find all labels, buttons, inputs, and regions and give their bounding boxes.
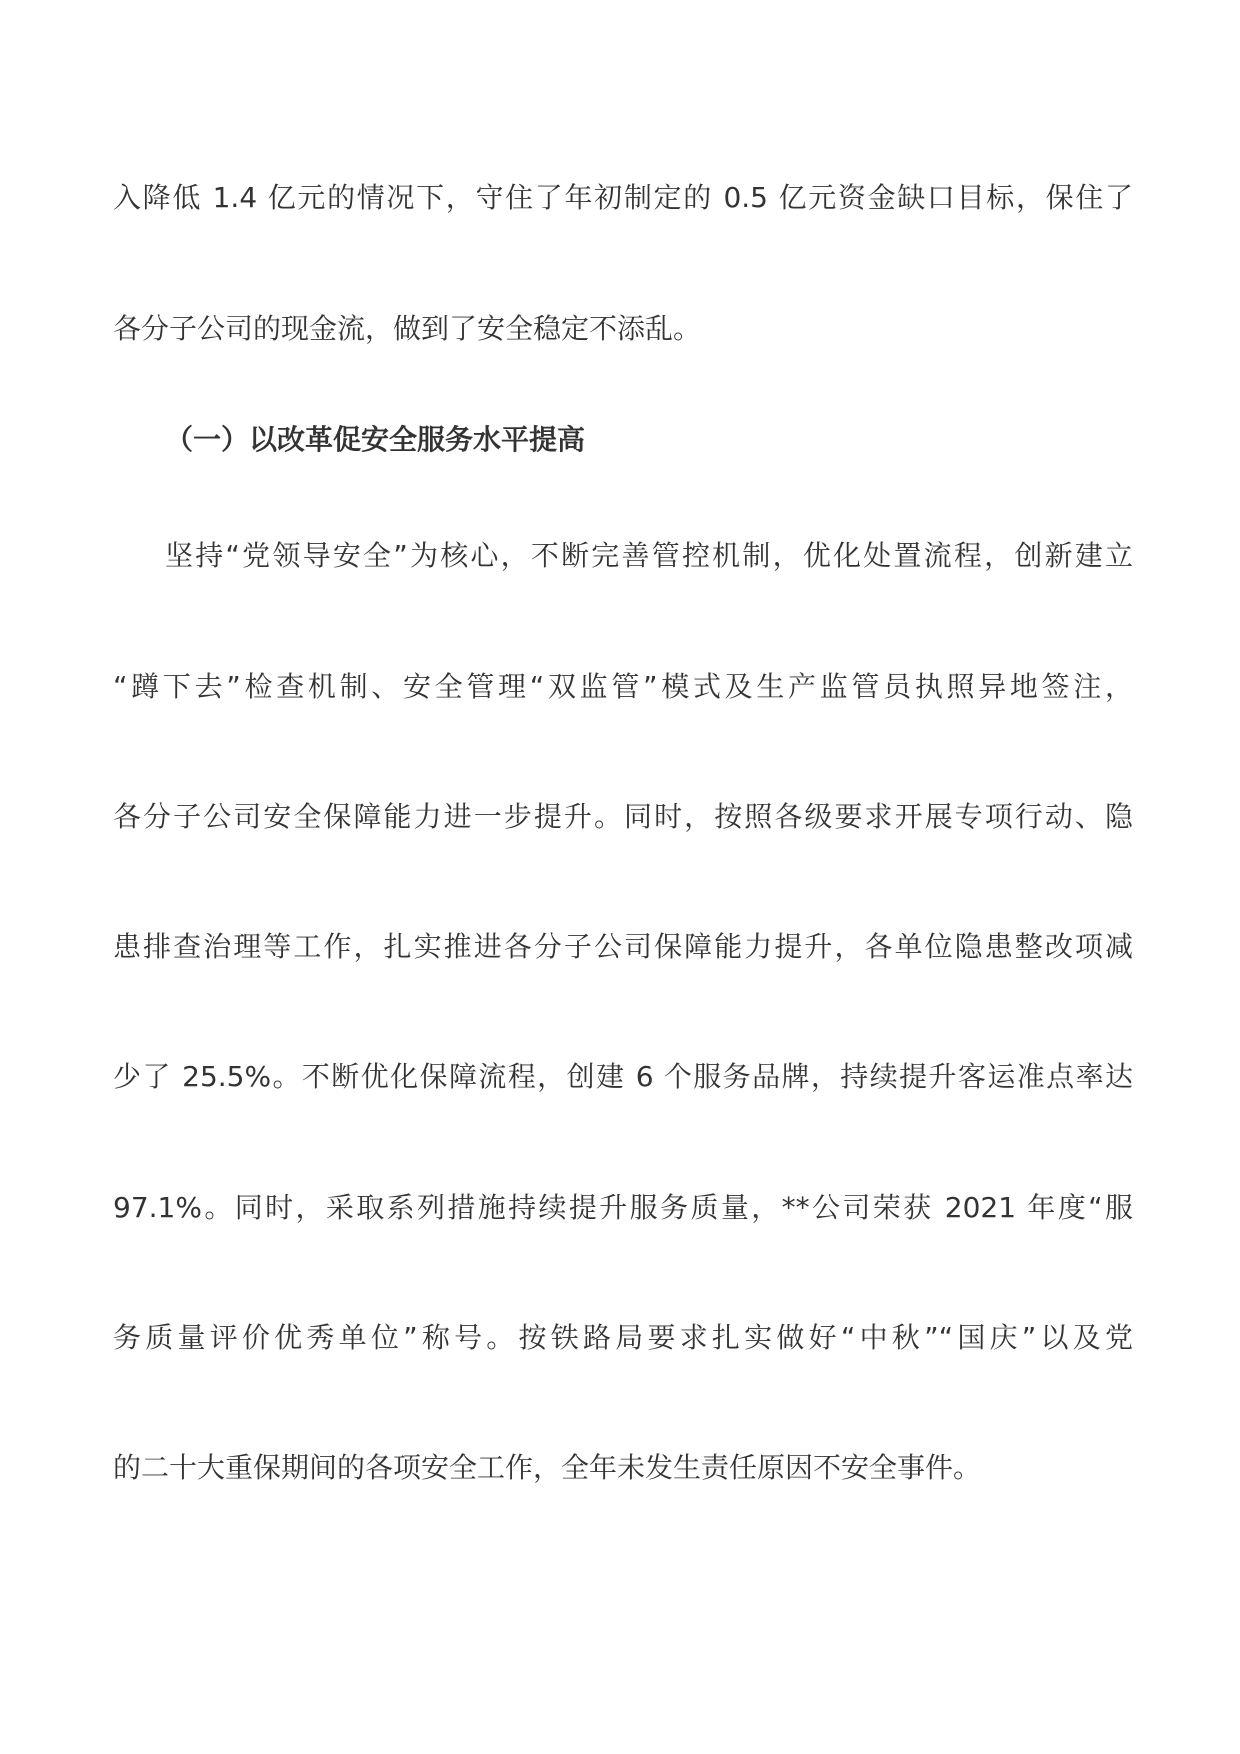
paragraph-line: 的二十大重保期间的各项安全工作，全年未发生责任原因不安全事件。 <box>113 1451 982 1484</box>
paragraph-line: 少了 25.5%。不断优化保障流程，创建 6 个服务品牌，持续提升客运准点率达 <box>113 1060 1133 1093</box>
paragraph-line: 入降低 1.4 亿元的情况下，守住了年初制定的 0.5 亿元资金缺口目标，保住了 <box>113 181 1133 214</box>
paragraph-line: “蹲下去”检查机制、安全管理“双监管”模式及生产监管员执照异地签注， <box>113 670 1133 703</box>
paragraph-line: 坚持“党领导安全”为核心，不断完善管控机制，优化处置流程，创新建立 <box>165 539 1133 572</box>
paragraph-line: 务质量评价优秀单位”称号。按铁路局要求扎实做好“中秋”“国庆”以及党 <box>113 1321 1133 1354</box>
section-heading: （一）以改革促安全服务水平提高 <box>165 423 586 456</box>
paragraph-line: 97.1%。同时，采取系列措施持续提升服务质量，**公司荣获 2021 年度“服 <box>113 1191 1133 1224</box>
paragraph-line: 患排查治理等工作，扎实推进各分子公司保障能力提升，各单位隐患整改项减 <box>113 930 1133 963</box>
paragraph-line: 各分子公司的现金流，做到了安全稳定不添乱。 <box>113 312 702 345</box>
paragraph-line: 各分子公司安全保障能力进一步提升。同时，按照各级要求开展专项行动、隐 <box>113 800 1133 833</box>
